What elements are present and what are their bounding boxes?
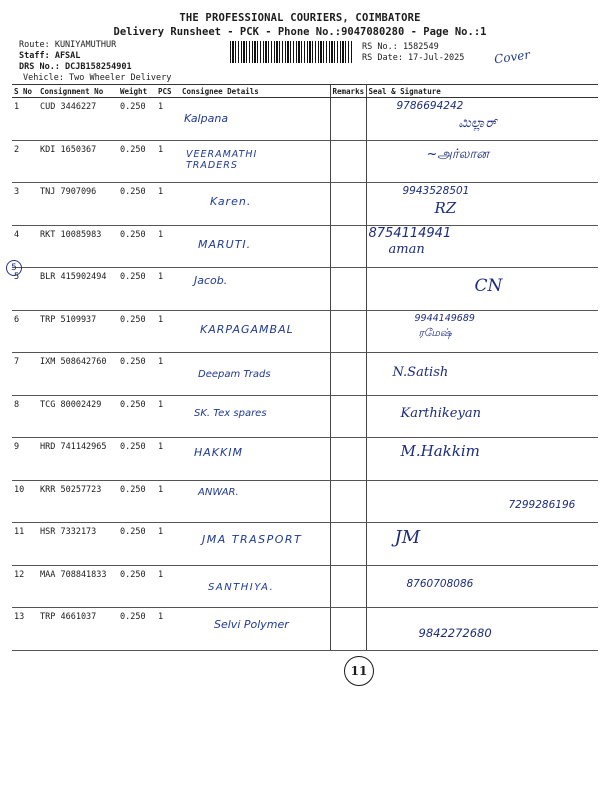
row-pcs: 1 [156, 523, 180, 566]
bottom-circled-mark: 11 [344, 656, 374, 686]
consignee-handwriting: Deepam Trads [198, 369, 271, 380]
row-signature [366, 98, 598, 141]
consignee-handwriting: Karen. [210, 195, 252, 208]
row-pcs: 1 [156, 98, 180, 141]
row-signature [366, 608, 598, 651]
drs-number: DRS No.: DCJB158254901 [19, 62, 132, 72]
signature-mark: N.Satish [392, 365, 449, 380]
row-consignment-no: HRD 741142965 [38, 438, 118, 481]
col-remarks-header: Remarks [330, 85, 366, 98]
signature-mark: JM [394, 527, 421, 548]
row-consignee [180, 565, 330, 608]
table-row [12, 395, 598, 438]
staff-label: Staff: AFSAL [19, 51, 81, 61]
signature-phone: 9943528501 [402, 185, 470, 197]
row-consignment-no: KRR 50257723 [38, 480, 118, 523]
table-row [12, 608, 598, 651]
table-header-row [12, 85, 598, 98]
row-weight: 0.250 [118, 98, 156, 141]
row-remarks [330, 98, 366, 141]
row-signature [366, 480, 598, 523]
row-remarks [330, 268, 366, 311]
row-signature [366, 140, 598, 183]
row-remarks [330, 523, 366, 566]
col-sno-header: S No [12, 85, 38, 98]
table-row [12, 438, 598, 481]
row-sno: 4 [12, 225, 38, 268]
col-consignee-header: Consignee Details [180, 85, 330, 98]
row-signature [366, 523, 598, 566]
row-sno: 7 [12, 353, 38, 396]
row-weight: 0.250 [118, 565, 156, 608]
row-signature [366, 183, 598, 226]
vehicle-label: Vehicle: Two Wheeler Delivery [23, 73, 172, 83]
row-pcs: 1 [156, 310, 180, 353]
consignee-handwriting: MARUTI. [198, 237, 252, 251]
runsheet-table [12, 84, 598, 651]
signature-mark: aman [388, 241, 425, 257]
barcode-image [230, 41, 352, 63]
row-sno: 6 [12, 310, 38, 353]
row-weight: 0.250 [118, 183, 156, 226]
row-consignee [180, 608, 330, 651]
table-row [12, 268, 598, 311]
table-row [12, 353, 598, 396]
row-signature [366, 353, 598, 396]
signature-mark: ரமேஷ் [418, 326, 452, 339]
row-consignee [180, 523, 330, 566]
row-consignment-no: BLR 415902494 [38, 268, 118, 311]
signature-phone: 9944149689 [414, 312, 475, 324]
row-consignee [180, 268, 330, 311]
row-sno: 10 [12, 480, 38, 523]
row-signature [366, 310, 598, 353]
col-pcs-header: PCS [156, 85, 180, 98]
row-weight: 0.250 [118, 353, 156, 396]
row-pcs: 1 [156, 565, 180, 608]
row-consignment-no: TRP 4661037 [38, 608, 118, 651]
row-signature [366, 395, 598, 438]
row-signature [366, 225, 598, 268]
signature-mark: 8760708086 [406, 577, 474, 590]
row-remarks [330, 353, 366, 396]
circled-row-mark: 5 [6, 260, 22, 276]
consignee-handwriting: SK. Tex spares [194, 407, 267, 419]
route-label: Route: KUNIYAMUTHUR [19, 40, 117, 50]
row-consignment-no: TCG 80002429 [38, 395, 118, 438]
row-weight: 0.250 [118, 523, 156, 566]
consignee-handwriting: JMA TRASPORT [202, 533, 303, 546]
row-consignee [180, 353, 330, 396]
row-weight: 0.250 [118, 225, 156, 268]
consignee-handwriting: Jacob. [194, 274, 228, 287]
row-consignment-no: TNJ 7907096 [38, 183, 118, 226]
row-pcs: 1 [156, 140, 180, 183]
row-consignment-no: HSR 7332173 [38, 523, 118, 566]
row-weight: 0.250 [118, 268, 156, 311]
consignee-handwriting: Selvi Polymer [214, 618, 289, 631]
row-weight: 0.250 [118, 608, 156, 651]
consignee-handwriting: SANTHIYA. [208, 581, 275, 593]
row-consignment-no: CUD 3446227 [38, 98, 118, 141]
row-consignee [180, 480, 330, 523]
row-weight: 0.250 [118, 438, 156, 481]
row-weight: 0.250 [118, 310, 156, 353]
row-remarks [330, 565, 366, 608]
table-row [12, 565, 598, 608]
rs-number: RS No.: 1582549 [362, 42, 439, 52]
company-title: THE PROFESSIONAL COURIERS, COIMBATORE [179, 12, 421, 24]
row-remarks [330, 480, 366, 523]
row-sno: 2 [12, 140, 38, 183]
cover-handwritten-note: Cover [493, 47, 531, 67]
consignee-handwriting: ANWAR. [198, 486, 239, 498]
row-consignee [180, 438, 330, 481]
row-signature [366, 268, 598, 311]
row-pcs: 1 [156, 480, 180, 523]
consignee-handwriting: VEERAMATHI TRADERS [186, 148, 258, 171]
consignee-handwriting: HAKKIM [194, 446, 243, 459]
row-weight: 0.250 [118, 395, 156, 438]
col-weight-header: Weight [118, 85, 156, 98]
signature-mark: M.Hakkim [400, 442, 480, 460]
row-remarks [330, 225, 366, 268]
row-consignment-no: MAA 708841833 [38, 565, 118, 608]
signature-mark: ಮಿಲ್ಲಾರ್ [458, 116, 497, 131]
row-signature [366, 565, 598, 608]
table-row [12, 183, 598, 226]
row-signature [366, 438, 598, 481]
row-consignee [180, 98, 330, 141]
row-consignee [180, 140, 330, 183]
signature-mark: ~அர்லான [426, 146, 489, 162]
row-sno: 13 [12, 608, 38, 651]
row-pcs: 1 [156, 183, 180, 226]
row-pcs: 1 [156, 438, 180, 481]
row-consignment-no: TRP 5109937 [38, 310, 118, 353]
table-row [12, 480, 598, 523]
row-sno: 5 [12, 268, 38, 311]
row-remarks [330, 140, 366, 183]
row-pcs: 1 [156, 268, 180, 311]
table-row [12, 225, 598, 268]
row-sno: 8 [12, 395, 38, 438]
row-remarks [330, 310, 366, 353]
consignee-handwriting: Kalpana [184, 112, 229, 125]
row-pcs: 1 [156, 608, 180, 651]
signature-mark: Karthikeyan [400, 405, 481, 421]
row-pcs: 1 [156, 395, 180, 438]
row-remarks [330, 395, 366, 438]
row-consignment-no: KDI 1650367 [38, 140, 118, 183]
runsheet-subtitle: Delivery Runsheet - PCK - Phone No.:9047080280 - Page No.:1 [113, 26, 487, 38]
row-consignment-no: IXM 508642760 [38, 353, 118, 396]
row-sno: 12 [12, 565, 38, 608]
signature-phone: 8754114941 [368, 225, 452, 241]
row-pcs: 1 [156, 353, 180, 396]
consignee-handwriting: KARPAGAMBAL [200, 322, 294, 336]
row-remarks [330, 608, 366, 651]
row-consignee [180, 310, 330, 353]
table-row [12, 140, 598, 183]
signature-mark: RZ [434, 199, 457, 217]
row-sno: 11 [12, 523, 38, 566]
row-remarks [330, 438, 366, 481]
row-weight: 0.250 [118, 140, 156, 183]
signature-mark: CN [474, 276, 503, 296]
signature-mark: 9842272680 [418, 626, 492, 640]
col-signature-header: Seal & Signature [366, 85, 598, 98]
row-consignee [180, 183, 330, 226]
table-row [12, 310, 598, 353]
row-remarks [330, 183, 366, 226]
rs-date: RS Date: 17-Jul-2025 [362, 53, 465, 63]
row-sno: 1 [12, 98, 38, 141]
row-consignment-no: RKT 10085983 [38, 225, 118, 268]
signature-phone: 9786694242 [396, 100, 464, 112]
row-pcs: 1 [156, 225, 180, 268]
row-consignee [180, 225, 330, 268]
row-sno: 9 [12, 438, 38, 481]
table-row [12, 98, 598, 141]
table-row [12, 523, 598, 566]
row-sno: 3 [12, 183, 38, 226]
row-weight: 0.250 [118, 480, 156, 523]
signature-mark: 7299286196 [508, 498, 576, 511]
row-consignee [180, 395, 330, 438]
col-consignment-header: Consignment No [38, 85, 118, 98]
